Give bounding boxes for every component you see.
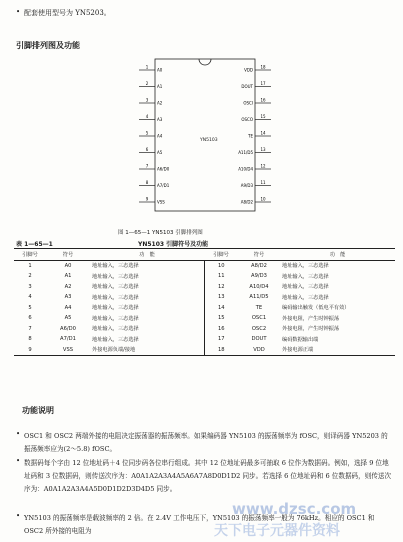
left-pin-7-number: 7 xyxy=(145,163,149,169)
table-cell: 编码输出触发（低电平有效） xyxy=(282,305,350,312)
table-cell: TE xyxy=(255,304,263,311)
left-pin-2-label: A1 xyxy=(157,84,163,89)
left-pin-5-label: A4 xyxy=(157,133,163,139)
table-label: 表 1—65—1 xyxy=(16,241,53,248)
header-function: 功 能 xyxy=(90,249,204,261)
table-cell: 地址输入，三态选择 xyxy=(90,271,204,282)
table-cell: 地址输入，三态选择 xyxy=(282,273,329,280)
left-pin-4-number: 4 xyxy=(145,114,149,119)
chip-name: YN5103 xyxy=(200,138,218,143)
table-cell: 地址输入，三态选择 xyxy=(282,263,329,270)
table-cell: 地址输入，三态选择 xyxy=(282,294,329,301)
table-cell: 地址输入，三态选择 xyxy=(282,284,329,291)
table-cell: 编码数据输出端 xyxy=(282,336,319,343)
table-cell: 地址输入，三态选择 xyxy=(90,313,204,324)
table-row xyxy=(14,292,395,303)
left-pin-4-label: A3 xyxy=(157,117,163,122)
bullet-dot: • xyxy=(16,430,21,438)
table-cell: A0 xyxy=(64,262,72,269)
table-cell: 1 xyxy=(28,262,32,269)
right-pin-18-label: VDD xyxy=(244,67,253,73)
table-cell: 6 xyxy=(28,315,32,322)
table-cell: OSC1 xyxy=(251,315,267,322)
left-pin-3-number: 3 xyxy=(145,97,149,103)
table-cell: 11 xyxy=(217,273,225,280)
table-cell: 外接电源负端/接地 xyxy=(90,345,204,356)
left-pin-8-label: A7/D1 xyxy=(157,183,170,188)
table-cell: 外接电源正端 xyxy=(280,345,395,356)
table-cell: A4 xyxy=(64,304,72,311)
table-cell: 12 xyxy=(217,283,225,290)
table-cell: A11/D5 xyxy=(249,294,269,301)
table-cell: 15 xyxy=(217,315,225,322)
left-pin-5-number: 5 xyxy=(145,130,149,136)
table-row xyxy=(14,345,395,356)
table-cell: 地址输入，三态选择 xyxy=(90,334,204,345)
right-pin-18-number: 18 xyxy=(260,64,266,70)
table-cell: 地址输入，三态选择 xyxy=(90,292,204,303)
table-cell: 10 xyxy=(217,262,225,269)
table-cell: 地址输入，三态选择 xyxy=(90,260,204,271)
chip-body xyxy=(155,59,255,211)
table-cell: A3 xyxy=(64,294,72,301)
table-cell: DOUT xyxy=(251,336,267,343)
left-pin-9-number: 9 xyxy=(145,196,149,202)
table-cell: A9/D3 xyxy=(251,273,267,280)
table-row xyxy=(14,260,395,271)
pin-function-table xyxy=(14,248,395,356)
left-pin-8-number: 8 xyxy=(145,180,149,185)
right-pin-16-label: OSCI xyxy=(243,100,253,106)
paragraph-frequency: YN5103 的振荡频率是载波频率的 2 倍。在 2.4V 工作电压下，YN5103 的振荡频率一般为 76kHz。相应的 OSC1 和 OSC2 所外接的电阻为 xyxy=(24,514,375,535)
left-pin-9-label: VSS xyxy=(157,199,165,205)
right-pin-13-label: A11/D5 xyxy=(238,150,253,155)
table-cell: 13 xyxy=(217,294,225,301)
table-cell: 外接电阻，产生时钟振荡 xyxy=(282,315,340,322)
table-row xyxy=(14,303,395,314)
table-cell: 2 xyxy=(28,273,32,280)
table-header-row xyxy=(14,249,395,261)
bullet-dot: • xyxy=(16,457,21,465)
left-pin-7-label: A6/D0 xyxy=(157,166,170,172)
paragraph-data-code: 数据码每个字由 12 位地址码＋4 位同步码各位串行组成。其中 12 位地址码最多可抽取 6 位作为数据码。例如，选择 9 位地址码和 3 位数据码，则传送次序为：A0A1A2A3A4A5A6A7A8D0D1D2 同步。若选择 6 位地址码和 6 位数据码，则传送次序为：A0A1A2A3A4A5D0D1D2D3D4D5 同步。 xyxy=(24,459,392,493)
table-cell: 3 xyxy=(28,283,32,290)
section-title-pinout: 引脚排列图及功能 xyxy=(16,40,80,50)
table-cell: A10/D4 xyxy=(249,283,269,290)
paragraph-oscillator: OSC1 和 OSC2 两端外接的电阻决定振荡器的振荡频率。如果编码器 YN5103 的振荡频率为 fOSC，则译码器 YN5203 的振荡频率应为(2～5.8) fOSC。 xyxy=(24,432,388,453)
bullet-dot: • xyxy=(16,8,21,16)
left-pin-1-number: 1 xyxy=(145,64,149,70)
right-pin-14-number: 14 xyxy=(260,130,266,136)
right-pin-17-label: DOUT xyxy=(241,84,253,89)
right-pin-15-number: 15 xyxy=(260,114,266,119)
right-pin-11-number: 11 xyxy=(260,180,266,185)
table-cell: 地址输入，三态选择 xyxy=(90,324,204,335)
right-pin-14-label: TE xyxy=(248,133,253,139)
table-row xyxy=(14,324,395,335)
right-pin-13-number: 13 xyxy=(260,147,266,152)
table-cell: A7/D1 xyxy=(60,336,76,343)
table-cell: 16 xyxy=(217,325,225,332)
table-cell: 17 xyxy=(217,336,225,343)
table-cell: A2 xyxy=(64,283,72,290)
table-row xyxy=(14,271,395,282)
left-pin-6-number: 6 xyxy=(145,147,149,152)
table-cell: VSS xyxy=(46,345,90,356)
table-cell: A5 xyxy=(64,315,72,322)
table-cell: 4 xyxy=(28,294,32,301)
right-pin-12-number: 12 xyxy=(260,163,266,169)
table-cell: 18 xyxy=(204,345,238,356)
header-function-2: 功 能 xyxy=(280,249,395,261)
table-cell: 14 xyxy=(217,304,225,311)
watermark-url: www.dzsc.com xyxy=(232,500,357,518)
table-cell: 地址输入，三态选择 xyxy=(90,282,204,293)
header-pin-no-2: 引脚号 xyxy=(204,249,238,261)
right-pin-17-number: 17 xyxy=(260,81,266,86)
table-cell: 外接电阻，产生时钟振荡 xyxy=(282,326,340,333)
table-cell: A6/D0 xyxy=(60,325,76,332)
table-cell: A8/D2 xyxy=(251,262,267,269)
table-cell: OSC2 xyxy=(251,325,267,332)
table-cell: 8 xyxy=(28,336,32,343)
left-pin-3-label: A2 xyxy=(157,100,163,106)
table-cell: 7 xyxy=(28,325,32,332)
right-pin-11-label: A9/D3 xyxy=(240,183,253,188)
table-title: YN5103 引脚符号及功能 xyxy=(138,241,209,248)
left-pin-6-label: A5 xyxy=(157,150,163,155)
table-cell: 9 xyxy=(14,345,46,356)
table-cell: A1 xyxy=(64,273,72,280)
right-pin-12-label: A10/D4 xyxy=(238,166,253,172)
right-pin-10-number: 10 xyxy=(260,196,266,202)
section-title-function: 功能说明 xyxy=(22,405,54,415)
header-symbol: 符号 xyxy=(46,249,90,261)
table-cell: 地址输入，三态选择 xyxy=(90,303,204,314)
right-pin-16-number: 16 xyxy=(260,97,266,103)
table-row xyxy=(14,282,395,293)
left-pin-2-number: 2 xyxy=(145,81,149,86)
left-pin-1-label: A0 xyxy=(157,67,163,73)
table-row xyxy=(14,334,395,345)
table-cell: 5 xyxy=(28,304,32,311)
figure-caption: 图 1—65—1 YN5103 引脚排列图 xyxy=(118,230,203,236)
header-symbol-2: 符号 xyxy=(238,249,280,261)
header-pin-no: 引脚号 xyxy=(14,249,46,261)
intro-line: 配套使用型号为 YN5203。 xyxy=(24,9,111,17)
right-pin-15-label: OSCO xyxy=(241,117,253,122)
table-row xyxy=(14,313,395,324)
right-pin-10-label: A8/D2 xyxy=(240,199,253,205)
table-cell: VDD xyxy=(238,345,280,356)
bullet-dot: • xyxy=(16,512,21,520)
watermark-cn: 天下电子元器件资料 xyxy=(214,523,340,539)
